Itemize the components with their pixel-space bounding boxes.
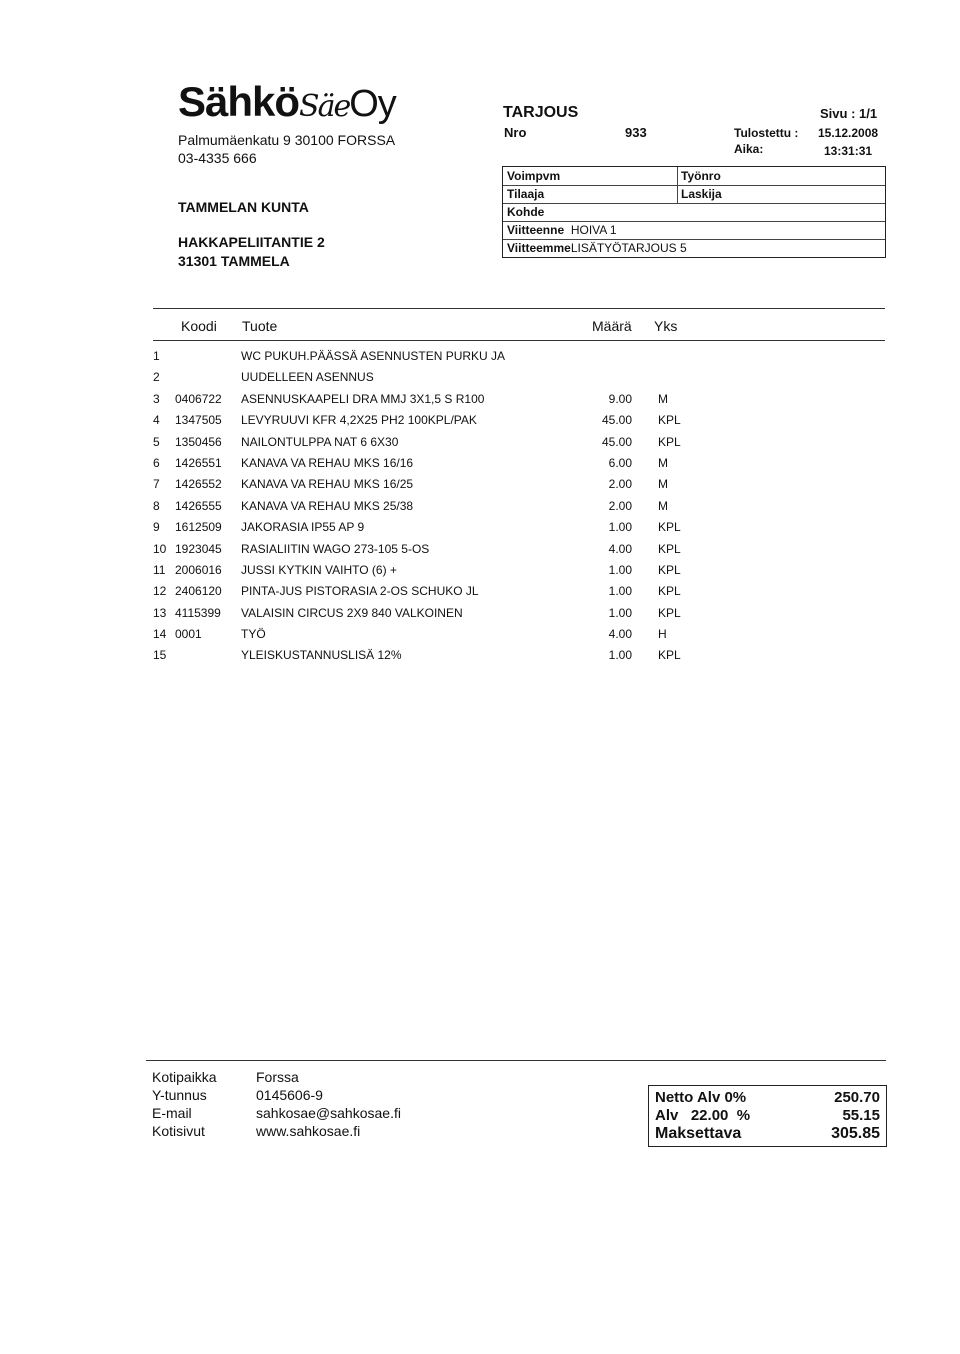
row-qty: 6.00 — [608, 455, 632, 470]
row-number: 5 — [153, 434, 160, 449]
table-row — [0, 410, 960, 431]
row-number: 7 — [153, 477, 160, 492]
table-row — [0, 581, 960, 602]
viitteemme-label: Viitteemme — [507, 241, 571, 255]
row-number: 10 — [153, 541, 167, 556]
row-product: TYÖ — [241, 627, 266, 642]
row-code: 2406120 — [175, 584, 222, 599]
total-row — [655, 1125, 880, 1145]
row-number: 11 — [153, 562, 166, 577]
net-row — [655, 1089, 880, 1109]
totals-box — [648, 1085, 887, 1147]
row-qty: 4.00 — [608, 541, 632, 556]
table-row — [0, 496, 960, 517]
kotipaikka-value: Forssa — [256, 1069, 299, 1085]
row-unit: KPL — [658, 562, 681, 577]
table-row — [0, 603, 960, 624]
ytunnus-label: Y-tunnus — [152, 1087, 207, 1103]
row-product: JAKORASIA IP55 AP 9 — [241, 520, 365, 535]
table-row — [0, 645, 960, 666]
row-unit: KPL — [658, 584, 681, 599]
row-unit: M — [658, 455, 668, 470]
tyonro-label: Työnro — [681, 169, 721, 183]
row-unit: KPL — [658, 520, 681, 535]
row-code: 1426555 — [175, 498, 222, 513]
website-label: Kotisivut — [152, 1123, 205, 1139]
row-number: 12 — [153, 584, 167, 599]
row-unit: KPL — [658, 541, 681, 556]
row-product: PINTA-JUS PISTORASIA 2-OS SCHUKO JL — [241, 584, 479, 599]
table-row — [0, 346, 960, 367]
row-number: 15 — [153, 648, 167, 663]
printed-label: Tulostettu : — [734, 126, 799, 140]
doc-nro-value: 933 — [625, 125, 647, 140]
row-unit: KPL — [658, 605, 681, 620]
row-qty: 4.00 — [608, 627, 632, 642]
table-row — [0, 517, 960, 538]
row-unit: KPL — [658, 648, 681, 663]
table-row — [0, 367, 960, 388]
row-product: RASIALIITIN WAGO 273-105 5-OS — [241, 541, 430, 556]
row-number: 3 — [153, 391, 160, 406]
row-code: 2006016 — [175, 562, 222, 577]
row-code: 1612509 — [175, 520, 222, 535]
row-code: 1923045 — [175, 541, 222, 556]
viitteemme-value: LISÄTYÖTARJOUS 5 — [570, 241, 687, 255]
company-phone: 03-4335 666 — [178, 150, 257, 166]
table-row — [0, 389, 960, 410]
row-number: 6 — [153, 455, 160, 470]
row-unit: M — [658, 391, 668, 406]
website-value: www.sahkosae.fi — [256, 1123, 361, 1139]
company-logo: SähköSäeOy — [178, 78, 396, 125]
row-product: UUDELLEEN ASENNUS — [241, 370, 374, 385]
recipient-name: TAMMELAN KUNTA — [178, 199, 309, 215]
viitteenne-label: Viitteenne — [507, 223, 565, 237]
kotipaikka-label: Kotipaikka — [152, 1069, 217, 1085]
row-qty: 1.00 — [608, 562, 632, 577]
row-unit: H — [658, 627, 667, 642]
row-number: 13 — [153, 605, 167, 620]
row-qty: 1.00 — [608, 584, 632, 599]
table-row — [0, 624, 960, 645]
table-row — [0, 474, 960, 495]
footer-rule — [146, 1060, 886, 1061]
row-unit: KPL — [658, 434, 681, 449]
row-product: KANAVA VA REHAU MKS 16/25 — [241, 477, 414, 492]
row-code: 1347505 — [175, 413, 222, 428]
row-qty: 9.00 — [608, 391, 632, 406]
row-product: YLEISKUSTANNUSLISÄ 12% — [241, 648, 402, 663]
row-qty: 2.00 — [608, 477, 632, 492]
row-unit: KPL — [658, 413, 681, 428]
vat-value: 55.15 — [842, 1107, 880, 1124]
kohde-label: Kohde — [507, 205, 545, 219]
row-code: 1350456 — [175, 434, 222, 449]
row-product: LEVYRUUVI KFR 4,2X25 PH2 100KPL/PAK — [241, 413, 477, 428]
table-top-rule — [153, 308, 885, 309]
row-number: 8 — [153, 498, 160, 513]
row-unit: M — [658, 477, 668, 492]
table-row — [0, 453, 960, 474]
header-info-box — [502, 166, 886, 258]
col-header-qty: Määrä — [592, 318, 632, 334]
recipient-city: 31301 TAMMELA — [178, 253, 290, 269]
laskija-label: Laskija — [681, 187, 722, 201]
row-number: 14 — [153, 627, 167, 642]
page-number: Sivu : 1/1 — [820, 106, 878, 121]
row-product: KANAVA VA REHAU MKS 16/16 — [241, 455, 414, 470]
time-label: Aika: — [734, 142, 764, 156]
email-label: E-mail — [152, 1105, 192, 1121]
row-product: WC PUKUH.PÄÄSSÄ ASENNUSTEN PURKU JA — [241, 349, 506, 363]
row-number: 9 — [153, 520, 160, 535]
row-qty: 2.00 — [608, 498, 632, 513]
viitteemme-row — [507, 241, 687, 255]
row-qty: 45.00 — [601, 434, 632, 449]
time-value: 13:31:31 — [824, 144, 873, 158]
email-value: sahkosae@sahkosae.fi — [256, 1105, 401, 1121]
row-code: 4115399 — [175, 605, 221, 620]
row-code: 0001 — [175, 627, 202, 642]
row-product: ASENNUSKAAPELI DRA MMJ 3X1,5 S R100 — [241, 391, 485, 406]
company-address: Palmumäenkatu 9 30100 FORSSA — [178, 132, 396, 148]
col-header-code: Koodi — [181, 318, 217, 334]
row-qty: 1.00 — [608, 605, 632, 620]
net-label: Netto Alv 0% — [655, 1089, 747, 1106]
viitteenne-value: HOIVA 1 — [570, 223, 617, 237]
total-label: Maksettava — [655, 1125, 742, 1142]
table-header-rule — [153, 340, 885, 341]
voimpvm-label: Voimpvm — [507, 169, 561, 183]
row-number: 1 — [153, 349, 160, 363]
row-unit: M — [658, 498, 668, 513]
row-number: 2 — [153, 370, 160, 385]
vat-label: Alv 22.00 % — [655, 1107, 751, 1124]
col-header-product: Tuote — [242, 318, 278, 334]
row-code: 1426552 — [175, 477, 222, 492]
printed-date: 15.12.2008 — [818, 126, 879, 140]
total-value: 305.85 — [831, 1125, 880, 1142]
table-row — [0, 560, 960, 581]
doc-title: TARJOUS — [503, 104, 579, 121]
ytunnus-value: 0145606-9 — [256, 1087, 323, 1103]
net-value: 250.70 — [834, 1089, 880, 1106]
row-product: KANAVA VA REHAU MKS 25/38 — [241, 498, 414, 513]
row-code: 0406722 — [175, 391, 222, 406]
row-product: JUSSI KYTKIN VAIHTO (6) + — [241, 562, 397, 577]
doc-nro-label: Nro — [504, 125, 527, 140]
row-qty: 45.00 — [601, 413, 632, 428]
row-product: VALAISIN CIRCUS 2X9 840 VALKOINEN — [241, 605, 463, 620]
item-table — [0, 346, 960, 667]
row-number: 4 — [153, 413, 160, 428]
row-product: NAILONTULPPA NAT 6 6X30 — [241, 434, 399, 449]
vat-row — [655, 1107, 880, 1127]
row-qty: 1.00 — [608, 648, 632, 663]
col-header-unit: Yks — [654, 318, 678, 334]
table-row — [0, 539, 960, 560]
tilaaja-label: Tilaaja — [507, 187, 545, 201]
viitteenne-row — [507, 223, 617, 237]
table-row — [0, 432, 960, 453]
row-qty: 1.00 — [608, 520, 632, 535]
row-code: 1426551 — [175, 455, 222, 470]
recipient-street: HAKKAPELIITANTIE 2 — [178, 234, 325, 250]
